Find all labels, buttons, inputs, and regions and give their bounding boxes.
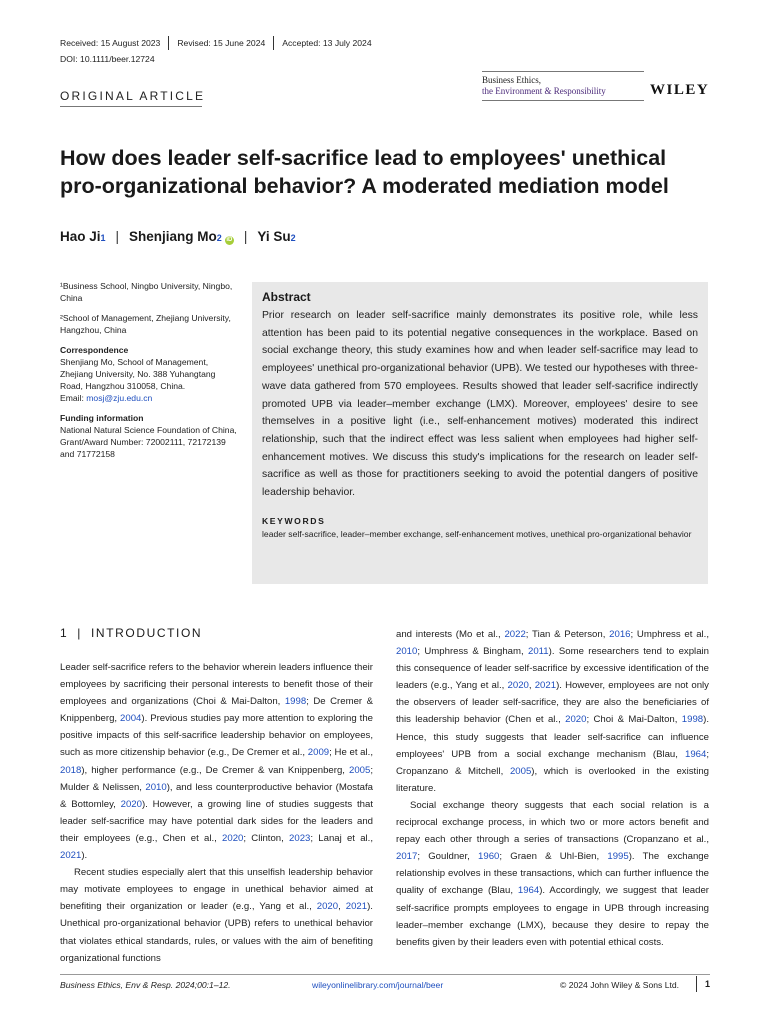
author-name[interactable]: Shenjiang Mo xyxy=(129,229,217,244)
publication-dates xyxy=(60,36,388,50)
email-label: Email: xyxy=(60,393,87,403)
section-heading xyxy=(60,626,202,640)
citation-link[interactable]: 2005 xyxy=(348,764,371,776)
citation-link[interactable]: 2010 xyxy=(396,646,418,658)
article-type-rule xyxy=(60,106,202,107)
body-paragraph: Social exchange theory suggests that each social relation is a reciprocal exchange process, in which two or more actors benefit and repay each other through a series of transactions (Cropanzano et al., 2017; Gouldner, 1960; Graen & Uhl-Bien, 1995). The exchange relationship evolves in these transactions, which can further influence the quality of exchange (Blau, 1964). Accordingly, we suggest that leader self-sacrifice prompts employees to engage in UPB through increasing leader–member exchange (LMX), because they desire to repay the benefits given by their leaders even with potential ethical costs. xyxy=(396,799,709,948)
page-number: 1 xyxy=(696,976,710,992)
citation-link[interactable]: 2009 xyxy=(307,747,330,759)
author-name[interactable]: Yi Su xyxy=(257,229,291,244)
author-affiliation-marker[interactable]: 2 xyxy=(216,233,222,243)
citation-link[interactable]: 2020 xyxy=(316,901,339,913)
footer-citation: Business Ethics, Env & Resp. 2024;00:1–12. xyxy=(60,980,231,990)
body-paragraph: Leader self-sacrifice refers to the behavior wherein leaders influence their employees by sacrificing their personal interests to benefit those of their employees and organizations (Choi & Mai-Dalton, 1998; De Cremer & Knippenberg, 2004). Previous studies pay more attention to exploring the positive impacts of this self-sacrifice leadership behavior on employees, such as more citizenship behavior (e.g., De Cremer et al., 2009; He et al., 2018), higher performance (e.g., De Cremer & van Knippenberg, 2005; Mulder & Nelissen, 2010), and less counterproductive behavior (Mostafa & Bottomley, 2020). However, a growing line of studies suggests that leader self-sacrifice may have potential dark sides for the leaders and their employees (e.g., Chen et al., 2020; Clinton, 2023; Lanaj et al., 2021). xyxy=(60,662,374,862)
abstract-heading: Abstract xyxy=(262,290,311,304)
body-column-right xyxy=(396,626,709,951)
citation-link[interactable]: 2021 xyxy=(534,680,557,692)
funding-heading: Funding information xyxy=(60,413,144,423)
section-separator: | xyxy=(77,626,82,640)
abstract-text: Prior research on leader self-sacrifice mainly demonstrates its positive role, while less attention has been paid to its potential negative consequences in the workplace. Based on social exchange theory, this study examines how and when leader self-sacrifice may lead to employees' unethical pro-organizational behavior (UPB). We tested our hypotheses with three-wave data gathered from 570 employees. Results showed that leader self-sacrifice indirectly promoted UPB via leader–member exchange (LMX). Moreover, employees' desire to see themselves in a positive light (i.e., self-enhancement motives) moderated this indirect relationship, such that the indirect effect was less salient when employees had higher self-enhancement motives. We discuss this study's implications for the research on leader self-sacrifice as well as those for practitioners seeking to avoid the potential dangers of positive leadership behavior. xyxy=(262,310,698,499)
author-affiliation-marker[interactable]: 1 xyxy=(100,233,106,243)
abstract-box xyxy=(252,282,708,584)
citation-link[interactable]: 1998 xyxy=(681,714,704,726)
author-name[interactable]: Hao Ji xyxy=(60,229,101,244)
citation-link[interactable]: 2020 xyxy=(565,714,587,726)
funding-block xyxy=(60,412,240,460)
journal-name-line2: the Environment & Responsibility xyxy=(482,86,644,101)
citation-link[interactable]: 2018 xyxy=(60,764,82,776)
footer-copyright: © 2024 John Wiley & Sons Ltd. xyxy=(560,980,680,990)
section-title: INTRODUCTION xyxy=(91,626,203,640)
keywords-heading: KEYWORDS xyxy=(262,515,326,526)
citation-link[interactable]: 2023 xyxy=(289,832,311,844)
email-line xyxy=(60,392,240,404)
publisher-logo: WILEY xyxy=(650,82,710,98)
citation-link[interactable]: 2005 xyxy=(509,765,532,777)
accepted-date: Accepted: 13 July 2024 xyxy=(282,38,372,48)
journal-name xyxy=(482,71,644,101)
footer-journal-link[interactable]: wileyonlinelibrary.com/journal/beer xyxy=(312,980,444,990)
author-separator: | xyxy=(243,229,248,244)
article-type: ORIGINAL ARTICLE xyxy=(60,89,206,103)
citation-link[interactable]: 2016 xyxy=(609,629,631,640)
citation-link[interactable]: 2020 xyxy=(222,832,244,844)
article-sidebar xyxy=(60,280,240,468)
citation-link[interactable]: 2020 xyxy=(120,798,142,810)
keywords-text: leader self-sacrifice, leader–member exchange, self-enhancement motives, unethical pro-organizational behavior xyxy=(262,528,692,539)
citation-link[interactable]: 2022 xyxy=(504,629,526,640)
correspondence-heading: Correspondence xyxy=(60,345,129,355)
body-paragraph: Recent studies especially alert that this unselfish leadership behavior may motivate employees to engage in unethical behavior aimed at benefiting their organization or leader (e.g., Yang et al., 2020, 2021). Unethical pro-organizational behavior (UPB) refers to unethical behavior that violates ethical standards, rules, or values with the aim of benefiting organizational functions xyxy=(60,867,373,964)
received-date: Received: 15 August 2023 xyxy=(60,36,169,50)
citation-link[interactable]: 1998 xyxy=(284,696,307,708)
journal-name-line1: Business Ethics, xyxy=(482,75,542,85)
funding-text: National Natural Science Foundation of China, Grant/Award Number: 72002111, 72172139 and 71772158 xyxy=(60,425,237,459)
correspondence-block xyxy=(60,344,240,404)
orcid-icon[interactable]: iD xyxy=(226,237,233,243)
article-title: How does leader self-sacrifice lead to employees' unethical pro-organizational behavior? A moderated mediation model xyxy=(60,146,669,198)
author-separator: | xyxy=(115,229,120,244)
author-affiliation-marker[interactable]: 2 xyxy=(290,233,296,243)
citation-link[interactable]: 2017 xyxy=(396,851,418,863)
affiliation: ²School of Management, Zhejiang University, Hangzhou, China xyxy=(60,313,231,335)
author-list xyxy=(60,229,296,245)
revised-date: Revised: 15 June 2024 xyxy=(177,36,274,50)
citation-link[interactable]: 2021 xyxy=(345,901,368,913)
citation-link[interactable]: 2020 xyxy=(507,680,529,692)
doi[interactable]: DOI: 10.1111/beer.12724 xyxy=(60,54,155,64)
email-link[interactable]: mosj@zju.edu.cn xyxy=(86,393,153,403)
citation-link[interactable]: 1960 xyxy=(478,851,500,863)
citation-link[interactable]: 1964 xyxy=(684,748,707,760)
citation-link[interactable]: 2021 xyxy=(60,850,82,862)
section-number: 1 xyxy=(60,626,69,640)
body-paragraph: and interests (Mo et al., 2022; Tian & Peterson, 2016; Umphress et al., 2010; Umphress & Bingham, 2011). Some researchers tend to explain this consequence of leader self-sacrifice by excessive identification of the leaders (e.g., Yang et al., 2020, 2021). However, employees are not only the observers of leader self-sacrifice, they are also the beneficiaries of this leadership behavior (Chen et al., 2020; Choi & Mai-Dalton, 1998). Hence, this study suggests that leader self-sacrifice can influence employees' UPB from a social exchange mechanism (Blau, 1964; Cropanzano & Mitchell, 2005), which is overlooked in the existing literature. xyxy=(396,629,710,794)
correspondence-text: Shenjiang Mo, School of Management, Zhejiang University, No. 388 Yuhangtang Road, Hangzhou 310058, China. xyxy=(60,357,216,391)
citation-link[interactable]: 2010 xyxy=(145,781,167,793)
citation-link[interactable]: 1995 xyxy=(607,851,629,863)
citation-link[interactable]: 2011 xyxy=(528,646,549,658)
affiliation: ¹Business School, Ningbo University, Ningbo, China xyxy=(60,281,233,303)
body-column-left xyxy=(60,659,373,967)
citation-link[interactable]: 2004 xyxy=(120,713,142,725)
footer-rule xyxy=(60,974,710,975)
citation-link[interactable]: 1964 xyxy=(517,885,540,897)
